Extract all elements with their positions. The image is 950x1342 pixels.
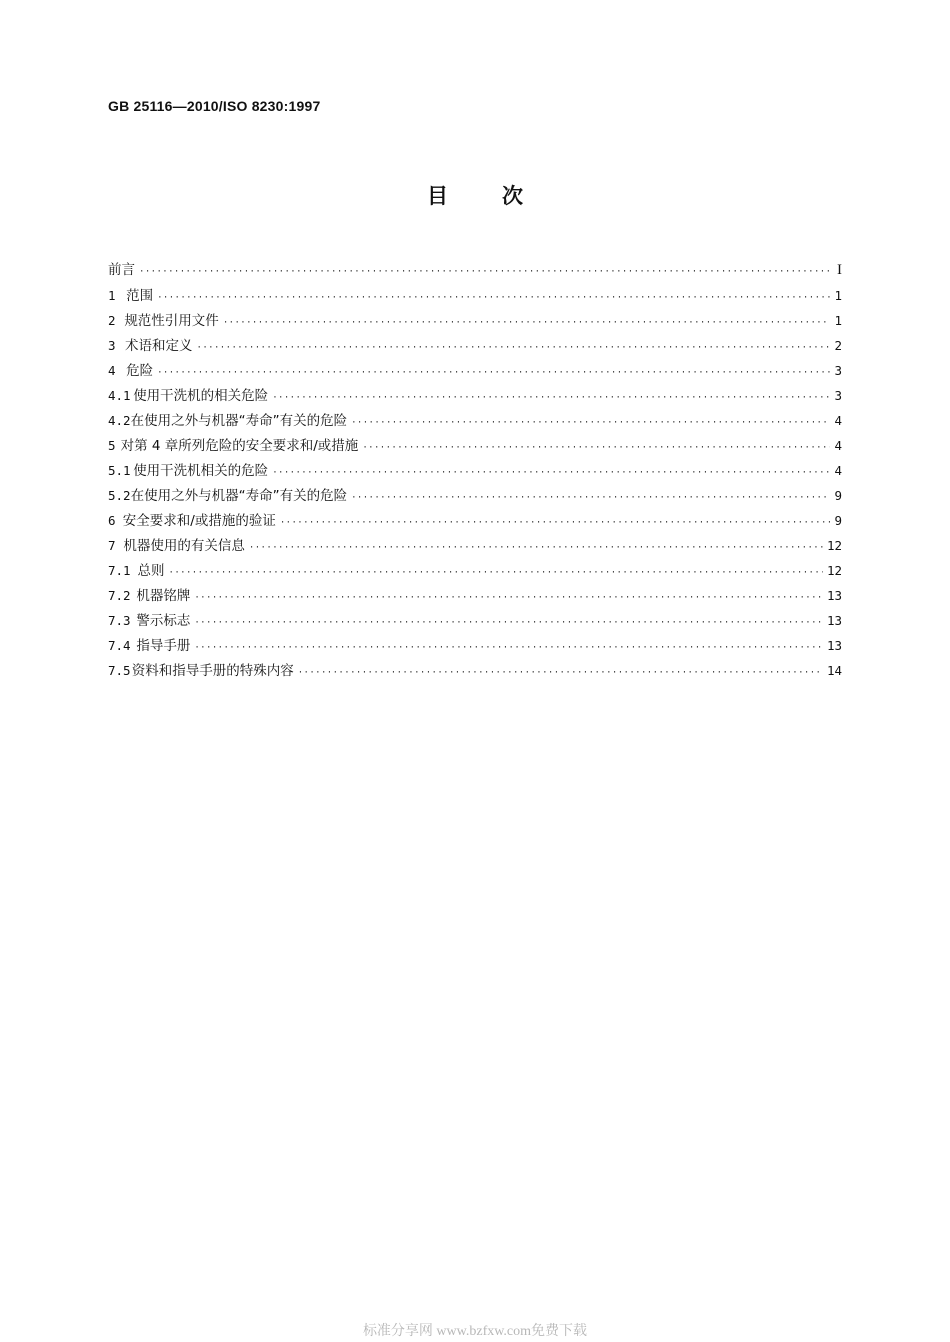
- toc-entry-number: 4.1: [108, 388, 131, 403]
- toc-entry[interactable]: [108, 608, 842, 633]
- toc-dot-leader: [194, 636, 823, 661]
- toc-entry-label: 前言: [108, 262, 135, 278]
- toc-entry-page: I: [837, 262, 842, 278]
- toc-entry-number: 4.2: [108, 413, 131, 428]
- toc-entry[interactable]: [108, 383, 842, 408]
- toc-entry-number: 5: [108, 438, 116, 453]
- toc-entry-label: 在使用之外与机器“寿命”有关的危险: [130, 488, 348, 504]
- toc-entry-label: 对第 4 章所列危险的安全要求和/或措施: [120, 438, 359, 454]
- toc-entry-label: 使用干洗机相关的危险: [133, 463, 269, 479]
- toc-entry-label: 机器使用的有关信息: [123, 538, 245, 554]
- toc-entry-page: 9: [834, 488, 842, 503]
- toc-entry[interactable]: [108, 358, 842, 383]
- toc-dot-leader: [157, 361, 830, 386]
- toc-entry-number: 7.2: [108, 588, 131, 603]
- toc-entry-number: 7.3: [108, 613, 131, 628]
- toc-entry-number: 3: [108, 338, 116, 353]
- toc-entry-page: 13: [826, 613, 842, 628]
- toc-entry[interactable]: [108, 458, 842, 483]
- toc-entry-number: 4: [108, 363, 116, 378]
- toc-entry-page: 12: [826, 538, 842, 553]
- toc-entry-page: 14: [826, 663, 842, 678]
- toc-entry-page: 13: [826, 638, 842, 653]
- toc-entry[interactable]: [108, 433, 842, 458]
- toc-entry-label: 安全要求和/或措施的验证: [122, 513, 276, 529]
- toc-entry-number: 7.5: [108, 663, 131, 678]
- toc-entry[interactable]: [108, 658, 842, 683]
- toc-entry-label: 危险: [126, 363, 154, 379]
- toc-dot-leader: [194, 586, 823, 611]
- toc-dot-leader: [223, 311, 831, 336]
- toc-entry-page: 4: [834, 438, 842, 453]
- toc-dot-leader: [272, 386, 830, 411]
- toc-entry[interactable]: [108, 408, 842, 433]
- toc-dot-leader: [351, 486, 830, 511]
- toc-entry-label: 资料和指导手册的特殊内容: [131, 663, 294, 679]
- toc-entry[interactable]: [108, 533, 842, 558]
- toc-dot-leader: [272, 461, 830, 486]
- toc-entry-number: 5.2: [108, 488, 131, 503]
- toc-entry-page: 12: [826, 563, 842, 578]
- title-char-2: 次: [502, 184, 523, 208]
- toc-entry-number: 6: [108, 513, 116, 528]
- toc-entry-label: 在使用之外与机器“寿命”有关的危险: [130, 413, 348, 429]
- toc-entry[interactable]: [108, 333, 842, 358]
- toc-entry[interactable]: [108, 283, 842, 308]
- toc-entry-number: 7.4: [108, 638, 131, 653]
- toc-entry[interactable]: [108, 258, 842, 283]
- toc-dot-leader: [194, 611, 823, 636]
- toc-entry-number: 5.1: [108, 463, 131, 478]
- table-of-contents: [108, 258, 842, 683]
- toc-entry-page: 9: [834, 513, 842, 528]
- toc-entry-number: 1: [108, 288, 116, 303]
- toc-entry-page: 13: [826, 588, 842, 603]
- toc-entry-number: 2: [108, 313, 116, 328]
- toc-entry[interactable]: [108, 583, 842, 608]
- toc-entry-page: 3: [834, 388, 842, 403]
- title-char-1: 目: [427, 184, 448, 208]
- toc-dot-leader: [249, 536, 823, 561]
- standard-code: GB 25116—2010/ISO 8230:1997: [108, 98, 321, 114]
- toc-entry-label: 术语和定义: [125, 338, 193, 354]
- toc-entry-label: 警示标志: [136, 613, 191, 629]
- toc-entry-label: 指导手册: [136, 638, 191, 654]
- toc-entry[interactable]: [108, 308, 842, 333]
- toc-entry[interactable]: [108, 483, 842, 508]
- toc-entry[interactable]: [108, 633, 842, 658]
- toc-entry-page: 4: [834, 413, 842, 428]
- toc-entry[interactable]: [108, 508, 842, 533]
- toc-entry-number: 7.1: [108, 563, 131, 578]
- toc-entry-page: 3: [834, 363, 842, 378]
- toc-entry-label: 机器铭牌: [136, 588, 191, 604]
- toc-entry-number: 7: [108, 538, 116, 553]
- watermark: 标准分享网 www.bzfxw.com免费下载: [362, 1324, 588, 1339]
- toc-dot-leader: [157, 286, 830, 311]
- toc-entry[interactable]: [108, 558, 842, 583]
- toc-entry-label: 规范性引用文件: [124, 313, 219, 329]
- toc-dot-leader: [169, 561, 823, 586]
- toc-entry-label: 范围: [126, 288, 154, 304]
- toc-dot-leader: [139, 260, 833, 285]
- toc-entry-page: 2: [834, 338, 842, 353]
- toc-dot-leader: [280, 511, 831, 536]
- toc-entry-page: 1: [834, 313, 842, 328]
- page-title: [0, 180, 950, 210]
- toc-dot-leader: [351, 411, 830, 436]
- toc-entry-page: 1: [834, 288, 842, 303]
- toc-dot-leader: [298, 661, 823, 686]
- toc-entry-label: 总则: [137, 563, 165, 579]
- toc-entry-page: 4: [834, 463, 842, 478]
- toc-dot-leader: [197, 336, 831, 361]
- toc-entry-label: 使用干洗机的相关危险: [133, 388, 269, 404]
- toc-dot-leader: [362, 436, 830, 461]
